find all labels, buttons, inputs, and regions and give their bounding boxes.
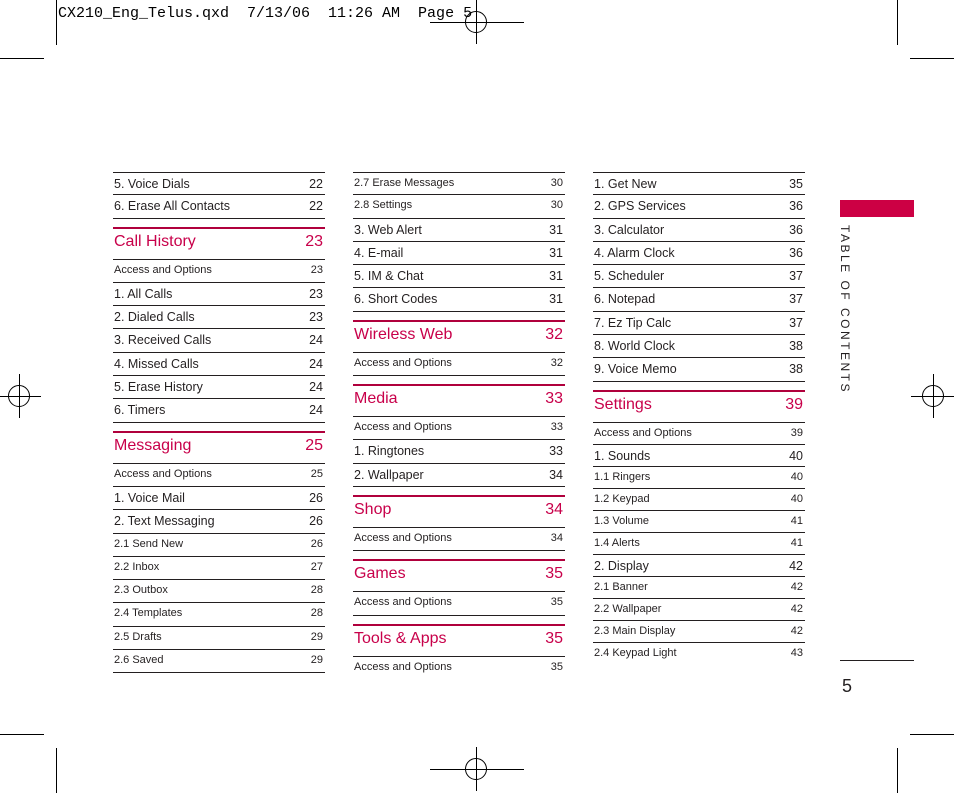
toc-entry[interactable]: 2. Display 42 [593,555,805,577]
crop-mark [897,748,898,793]
toc-entry[interactable]: 3. Web Alert 31 [353,219,565,242]
toc-entry[interactable]: 5. IM & Chat 31 [353,265,565,288]
toc-entry[interactable]: Access and Options 32 [353,353,565,376]
toc-entry[interactable]: 1. Sounds 40 [593,445,805,467]
registration-mark-icon [465,11,487,33]
toc-column-1 [113,172,325,673]
toc-entry[interactable]: 4. E-mail 31 [353,242,565,265]
toc-entry[interactable]: 1.4 Alerts 41 [593,533,805,555]
toc-entry[interactable]: 6. Short Codes 31 [353,288,565,311]
crop-mark [0,58,44,59]
toc-entry[interactable]: 4. Alarm Clock 36 [593,242,805,265]
section-heading-messaging[interactable]: Messaging 25 [113,431,325,464]
crop-mark [910,58,954,59]
toc-entry[interactable]: 2. GPS Services 36 [593,195,805,218]
section-heading-media[interactable]: Media 33 [353,384,565,417]
print-slug: CX210_Eng_Telus.qxd 7/13/06 11:26 AM Page 5 [58,5,473,22]
toc-entry[interactable]: 2.1 Banner 42 [593,577,805,599]
toc-entry[interactable]: 2.8 Settings 30 [353,195,565,218]
toc-entry[interactable]: 2.2 Inbox 27 [113,557,325,580]
toc-entry[interactable]: 6. Notepad 37 [593,288,805,311]
toc-entry[interactable]: Access and Options 35 [354,660,563,673]
toc-entry[interactable]: 5. Scheduler 37 [593,265,805,288]
toc-entry[interactable]: Access and Options 23 [113,260,325,283]
side-title: TABLE OF CONTENTS [838,225,852,394]
toc-entry[interactable]: Access and Options 33 [353,417,565,440]
section-heading-tools-apps[interactable]: Tools & Apps 35 [353,624,565,657]
toc-entry[interactable]: 4. Missed Calls 24 [113,353,325,376]
toc-entry[interactable]: Access and Options 34 [353,528,565,551]
toc-entry[interactable]: 1.2 Keypad 40 [593,489,805,511]
toc-entry[interactable]: 9. Voice Memo 38 [593,358,805,381]
registration-mark-icon [8,385,30,407]
toc-entry[interactable]: 2.6 Saved 29 [113,650,325,673]
crop-mark [56,748,57,793]
toc-entry[interactable]: 2.1 Send New 26 [113,534,325,557]
section-heading-shop[interactable]: Shop 34 [353,495,565,528]
toc-entry[interactable]: 1. Get New 35 [593,172,805,195]
toc-entry[interactable]: 2. Text Messaging 26 [113,510,325,533]
toc-entry[interactable]: 7. Ez Tip Calc 37 [593,312,805,335]
toc-entry[interactable]: 3. Received Calls 24 [113,329,325,352]
section-tab-marker [840,200,914,217]
crop-mark [910,734,954,735]
toc-entry[interactable]: 8. World Clock 38 [593,335,805,358]
crop-mark [897,0,898,45]
toc-entry[interactable]: 1. Voice Mail 26 [113,487,325,510]
toc-entry[interactable]: Access and Options 35 [353,592,565,615]
toc-entry[interactable]: 1.1 Ringers 40 [593,467,805,489]
crop-mark [0,734,44,735]
toc-column-2 [353,172,565,680]
toc-entry[interactable]: 2.3 Outbox 28 [113,580,325,603]
toc-entry[interactable]: Access and Options 25 [113,464,325,487]
registration-mark-icon [465,758,487,780]
toc-entry[interactable]: Access and Options 39 [593,423,805,445]
section-heading-games[interactable]: Games 35 [353,559,565,592]
page-number: 5 [842,676,853,696]
toc-entry[interactable]: 2.2 Wallpaper 42 [593,599,805,621]
toc-entry[interactable]: 2.7 Erase Messages 30 [353,172,565,195]
crop-mark [56,0,57,45]
toc-entry[interactable]: 1. Ringtones 33 [353,440,565,463]
toc-entry[interactable]: 2.4 Templates 28 [113,603,325,626]
toc-entry[interactable]: 1. All Calls 23 [113,283,325,306]
toc-entry[interactable]: 5. Erase History 24 [113,376,325,399]
toc-entry[interactable]: 1.3 Volume 41 [593,511,805,533]
registration-mark-icon [922,385,944,407]
toc-entry[interactable]: 3. Calculator 36 [593,219,805,242]
section-heading-wireless-web[interactable]: Wireless Web 32 [353,320,565,353]
toc-entry[interactable]: 6. Timers 24 [113,399,325,422]
toc-entry[interactable]: 2.3 Main Display 42 [593,621,805,643]
section-heading-settings[interactable]: Settings 39 [593,390,805,423]
toc-entry[interactable]: 6. Erase All Contacts 22 [113,195,325,218]
toc-entry[interactable]: 2.5 Drafts 29 [113,627,325,650]
toc-entry[interactable]: 2. Wallpaper 34 [353,464,565,487]
toc-entry[interactable]: 5. Voice Dials 22 [113,172,325,195]
page-number-rule [840,660,914,661]
section-heading-call-history[interactable]: Call History 23 [113,227,325,260]
toc-entry[interactable]: 2. Dialed Calls 23 [113,306,325,329]
toc-entry[interactable]: 2.4 Keypad Light 43 [594,646,803,659]
toc-column-3 [593,172,805,665]
